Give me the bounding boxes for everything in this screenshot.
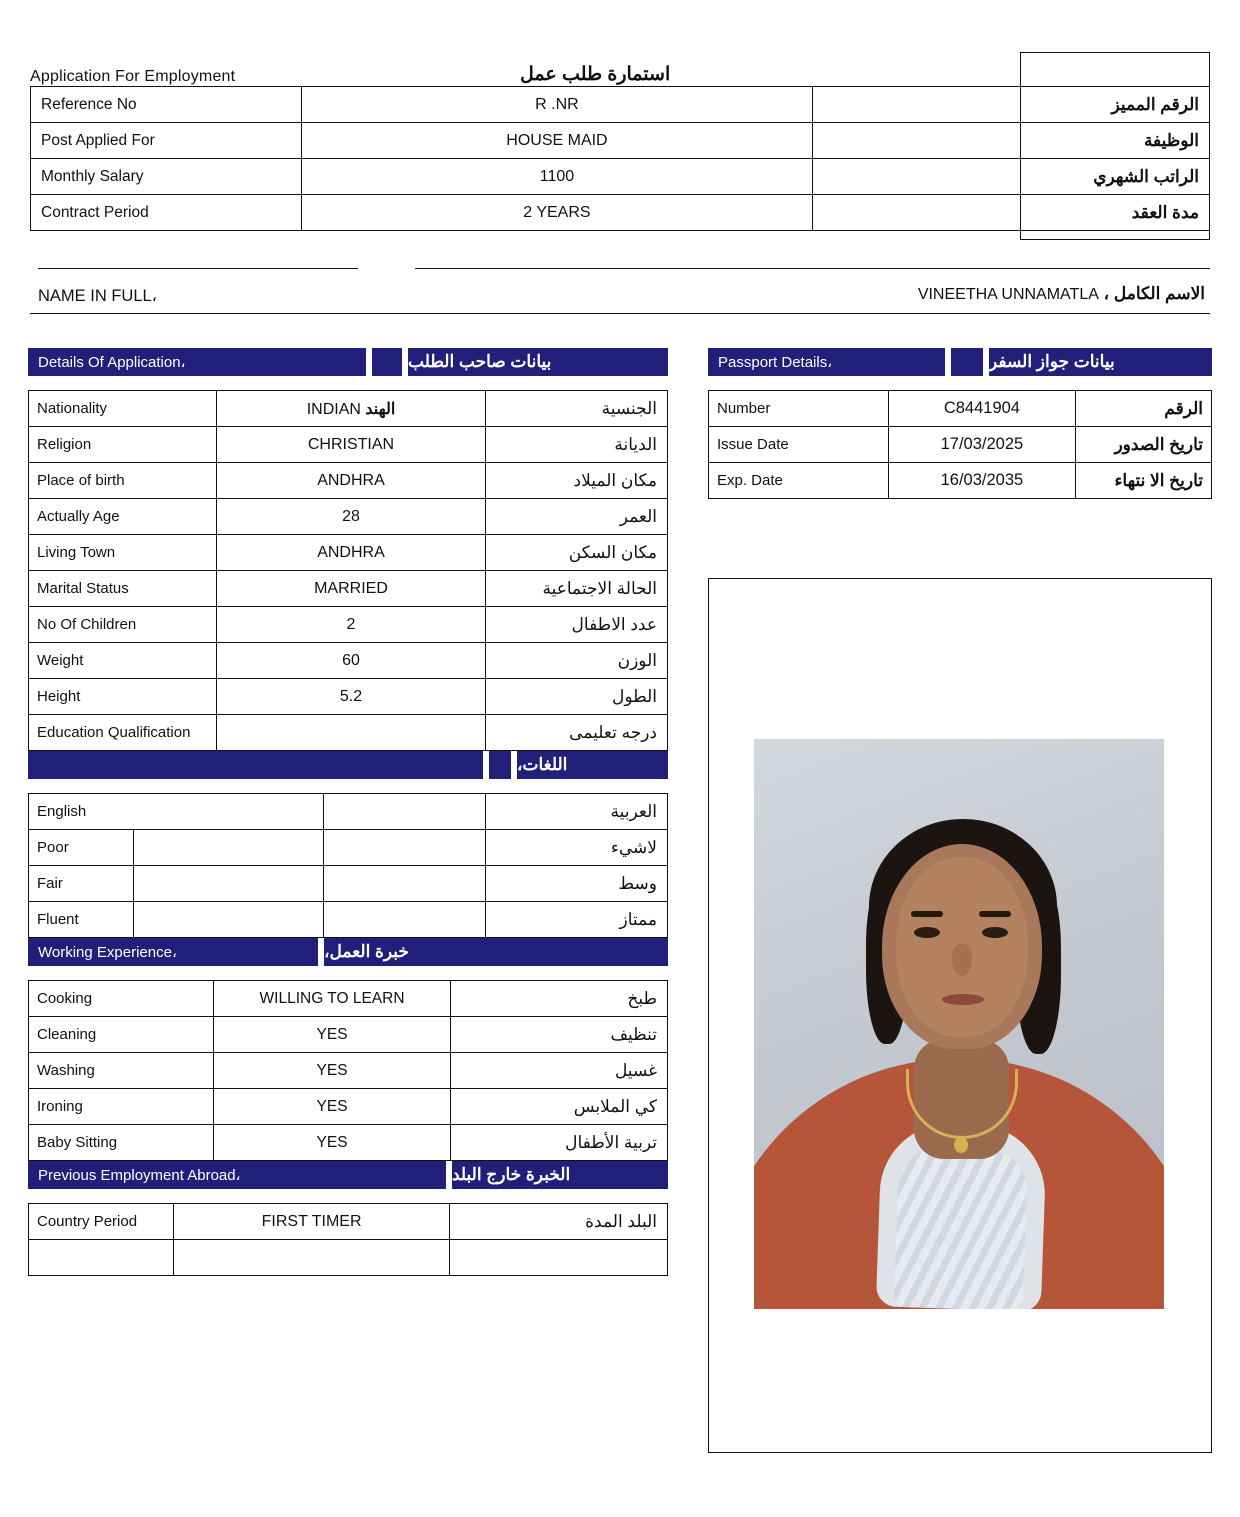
contract-period-label: Contract Period <box>31 195 302 231</box>
living-town-label: Living Town <box>29 535 217 571</box>
language-fair-label: Fair <box>29 866 134 902</box>
previous-abroad-header-ar: الخبرة خارج البلد <box>452 1161 668 1189</box>
children-label-ar: عدد الاطفال <box>486 607 668 643</box>
right-column <box>708 348 1212 499</box>
table-row <box>29 427 668 463</box>
language-poor-label-ar: لاشيء <box>486 830 668 866</box>
passport-number-label: Number <box>709 391 889 427</box>
working-experience-header-en: Working Experience، <box>28 938 318 966</box>
photo-brow-right <box>979 911 1011 917</box>
working-experience-table <box>28 980 668 1161</box>
name-label-en: NAME IN FULL، <box>38 287 158 305</box>
children-label: No Of Children <box>29 607 217 643</box>
country-period-label-empty <box>29 1240 174 1276</box>
language-fair-mark[interactable] <box>133 866 323 902</box>
age-label-ar: العمر <box>486 499 668 535</box>
height-label: Height <box>29 679 217 715</box>
ironing-label-ar: كي الملابس <box>451 1089 668 1125</box>
passport-number-value: C8441904 <box>888 391 1076 427</box>
details-section-header <box>28 348 668 376</box>
language-poor-mark-2[interactable] <box>323 830 486 866</box>
table-row <box>709 391 1212 427</box>
language-poor-mark[interactable] <box>133 830 323 866</box>
cooking-label: Cooking <box>29 981 214 1017</box>
contract-period-label-ar: مدة العقد <box>812 195 1209 231</box>
page-title-en: Application For Employment <box>30 68 236 85</box>
table-row <box>709 427 1212 463</box>
post-applied-value: HOUSE MAID <box>302 123 813 159</box>
photo-frame <box>708 578 1212 1453</box>
country-period-value-empty <box>173 1240 450 1276</box>
passport-details-table <box>708 390 1212 499</box>
living-town-value: ANDHRA <box>216 535 486 571</box>
details-header-en: Details Of Application، <box>28 348 366 376</box>
marital-status-value: MARRIED <box>216 571 486 607</box>
table-row <box>29 830 668 866</box>
previous-abroad-section-header <box>28 1161 668 1189</box>
country-period-label: Country Period <box>29 1204 174 1240</box>
details-header-divider <box>372 348 402 376</box>
name-value-group <box>910 284 1205 304</box>
language-fluent-mark-2[interactable] <box>323 902 486 938</box>
passport-header-ar: بيانات جواز السفر <box>989 348 1212 376</box>
stamp-box <box>1020 52 1210 240</box>
languages-header-en <box>28 751 483 779</box>
language-arabic-label-ar: العربية <box>486 794 668 830</box>
top-section <box>30 52 1210 231</box>
table-row <box>29 866 668 902</box>
table-row <box>29 1240 668 1276</box>
language-fair-mark-2[interactable] <box>323 866 486 902</box>
table-row <box>29 499 668 535</box>
table-row <box>29 391 668 427</box>
photo-eye-left <box>914 927 940 938</box>
place-of-birth-label-ar: مكان الميلاد <box>486 463 668 499</box>
baby-sitting-label-ar: تربية الأطفال <box>451 1125 668 1161</box>
languages-header-divider <box>489 751 511 779</box>
applicant-details-table <box>28 390 668 751</box>
reference-no-value: R .NR <box>302 87 813 123</box>
baby-sitting-value: YES <box>213 1125 451 1161</box>
cleaning-label-ar: تنظيف <box>451 1017 668 1053</box>
table-row <box>29 1125 668 1161</box>
reference-no-label: Reference No <box>31 87 302 123</box>
photo-mouth <box>942 994 984 1005</box>
previous-abroad-header-en: Previous Employment Abroad، <box>28 1161 446 1189</box>
weight-label: Weight <box>29 643 217 679</box>
monthly-salary-label-ar: الراتب الشهري <box>812 159 1209 195</box>
photo-eye-right <box>982 927 1008 938</box>
contract-period-value: 2 YEARS <box>302 195 813 231</box>
post-applied-label: Post Applied For <box>31 123 302 159</box>
table-row <box>29 1204 668 1240</box>
table-row <box>29 794 668 830</box>
education-value <box>216 715 486 751</box>
language-poor-label: Poor <box>29 830 134 866</box>
cooking-label-ar: طبخ <box>451 981 668 1017</box>
reference-no-label-ar: الرقم المميز <box>812 87 1209 123</box>
country-period-label-ar: البلد المدة <box>450 1204 668 1240</box>
languages-header-ar: اللغات، <box>517 751 668 779</box>
passport-header-divider <box>951 348 983 376</box>
passport-exp-date-label-ar: تاريخ الا نتهاء <box>1076 463 1212 499</box>
age-label: Actually Age <box>29 499 217 535</box>
table-row <box>29 1017 668 1053</box>
washing-label: Washing <box>29 1053 214 1089</box>
table-row <box>29 715 668 751</box>
languages-table <box>28 793 668 938</box>
language-fluent-mark[interactable] <box>133 902 323 938</box>
baby-sitting-label: Baby Sitting <box>29 1125 214 1161</box>
children-value: 2 <box>216 607 486 643</box>
photo-brow-left <box>911 911 943 917</box>
applicant-photo <box>754 739 1164 1309</box>
nationality-value: INDIAN <box>306 400 361 418</box>
monthly-salary-value: 1100 <box>302 159 813 195</box>
working-experience-section-header <box>28 938 668 966</box>
religion-value: CHRISTIAN <box>216 427 486 463</box>
nationality-value-ar: الهند <box>365 400 396 418</box>
photo-nose <box>952 944 972 976</box>
nationality-label: Nationality <box>29 391 217 427</box>
education-label-ar: درجه تعليمى <box>486 715 668 751</box>
passport-section-header <box>708 348 1212 376</box>
weight-value: 60 <box>216 643 486 679</box>
post-applied-label-ar: الوظيفة <box>812 123 1209 159</box>
passport-number-label-ar: الرقم <box>1076 391 1212 427</box>
nationality-value-cell <box>216 391 486 427</box>
table-row <box>29 463 668 499</box>
details-header-ar: بيانات صاحب الطلب <box>408 348 668 376</box>
education-label: Education Qualification <box>29 715 217 751</box>
table-row <box>29 1089 668 1125</box>
table-row <box>709 463 1212 499</box>
table-row <box>29 679 668 715</box>
cleaning-value: YES <box>213 1017 451 1053</box>
language-fair-label-ar: وسط <box>486 866 668 902</box>
language-english-mark[interactable] <box>323 794 486 830</box>
marital-status-label: Marital Status <box>29 571 217 607</box>
height-label-ar: الطول <box>486 679 668 715</box>
weight-label-ar: الوزن <box>486 643 668 679</box>
passport-issue-date-label-ar: تاريخ الصدور <box>1076 427 1212 463</box>
height-value: 5.2 <box>216 679 486 715</box>
monthly-salary-label: Monthly Salary <box>31 159 302 195</box>
ironing-label: Ironing <box>29 1089 214 1125</box>
name-label-ar: الاسم الكامل ، <box>1103 284 1205 303</box>
country-period-label-ar-empty <box>450 1240 668 1276</box>
religion-label-ar: الديانة <box>486 427 668 463</box>
language-english-label: English <box>29 794 324 830</box>
left-column <box>28 348 668 1276</box>
passport-issue-date-value: 17/03/2025 <box>888 427 1076 463</box>
passport-exp-date-value: 16/03/2035 <box>888 463 1076 499</box>
full-name-row <box>30 268 1210 314</box>
table-row <box>29 981 668 1017</box>
country-period-value: FIRST TIMER <box>173 1204 450 1240</box>
applicant-full-name: VINEETHA UNNAMATLA <box>917 286 1099 303</box>
ironing-value: YES <box>213 1089 451 1125</box>
passport-header-en: Passport Details، <box>708 348 945 376</box>
table-row <box>29 643 668 679</box>
religion-label: Religion <box>29 427 217 463</box>
table-row <box>29 535 668 571</box>
table-row <box>29 607 668 643</box>
place-of-birth-value: ANDHRA <box>216 463 486 499</box>
passport-exp-date-label: Exp. Date <box>709 463 889 499</box>
page-title-ar: استمارة طلب عمل <box>520 64 671 85</box>
washing-label-ar: غسيل <box>451 1053 668 1089</box>
living-town-label-ar: مكان السكن <box>486 535 668 571</box>
table-row <box>29 902 668 938</box>
nationality-label-ar: الجنسية <box>486 391 668 427</box>
passport-issue-date-label: Issue Date <box>709 427 889 463</box>
name-rule-right <box>415 268 1210 269</box>
name-rule-left <box>38 268 358 269</box>
cooking-value: WILLING TO LEARN <box>213 981 451 1017</box>
language-fluent-label: Fluent <box>29 902 134 938</box>
table-row <box>29 571 668 607</box>
marital-status-label-ar: الحالة الاجتماعية <box>486 571 668 607</box>
photo-pendant <box>954 1137 968 1153</box>
cleaning-label: Cleaning <box>29 1017 214 1053</box>
table-row <box>29 1053 668 1089</box>
age-value: 28 <box>216 499 486 535</box>
language-fluent-label-ar: ممتاز <box>486 902 668 938</box>
place-of-birth-label: Place of birth <box>29 463 217 499</box>
washing-value: YES <box>213 1053 451 1089</box>
previous-employment-abroad-table <box>28 1203 668 1276</box>
languages-section-header <box>28 751 668 779</box>
working-experience-header-ar: خبرة العمل، <box>324 938 668 966</box>
